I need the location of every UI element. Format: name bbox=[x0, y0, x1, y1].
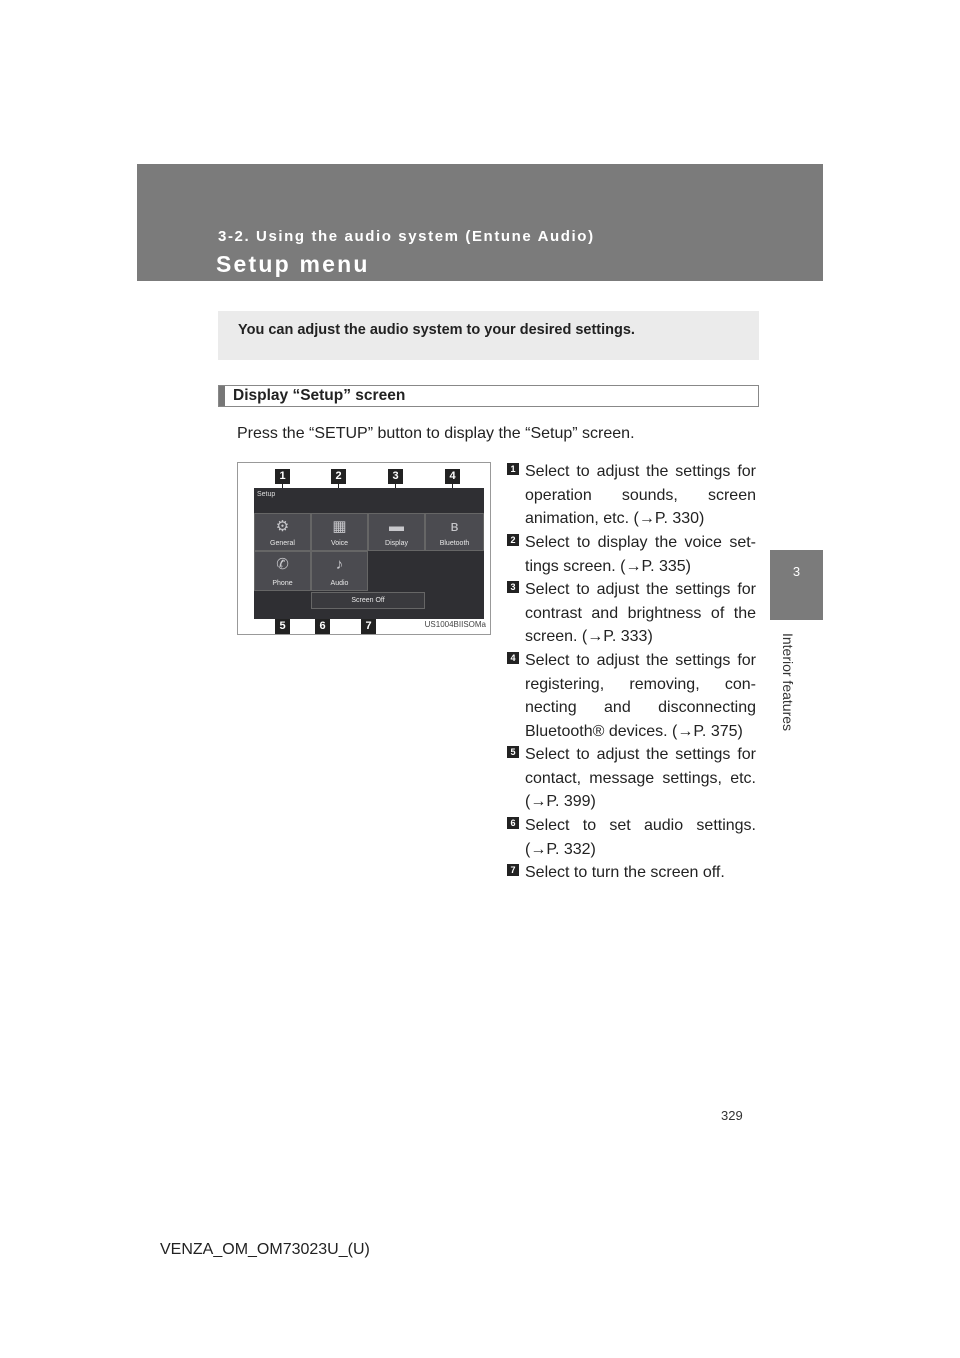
bluetooth-tile bbox=[425, 513, 484, 551]
section-label: 3-2. Using the audio system (Entune Audio) bbox=[218, 228, 595, 245]
step-heading-box bbox=[218, 385, 759, 407]
item-number: 1 bbox=[507, 463, 519, 475]
tile-label: Screen Off bbox=[351, 597, 385, 604]
screen-title: Setup bbox=[257, 491, 276, 498]
intro-text: You can adjust the audio system to your desired settings. bbox=[238, 322, 635, 338]
callout-badge: 5 bbox=[275, 619, 290, 634]
intro-box bbox=[218, 311, 759, 360]
document-code: VENZA_OM_OM73023U_(U) bbox=[160, 1241, 370, 1258]
phone-icon: ✆ bbox=[276, 556, 289, 573]
callout-badge: 7 bbox=[361, 619, 376, 634]
item-number: 5 bbox=[507, 746, 519, 758]
voice-icon: ▦ bbox=[332, 518, 347, 535]
callout-badge: 4 bbox=[445, 469, 460, 484]
figure-code: US1004BIISOMa bbox=[424, 620, 486, 629]
step-heading-bar bbox=[219, 386, 225, 406]
callout-badge: 2 bbox=[331, 469, 346, 484]
tile-label: Bluetooth bbox=[439, 540, 470, 547]
chapter-number: 3 bbox=[792, 564, 801, 579]
bluetooth-icon: ʙ bbox=[450, 518, 459, 535]
callout-badge: 1 bbox=[275, 469, 290, 484]
page-header bbox=[137, 164, 823, 281]
item-number: 2 bbox=[507, 534, 519, 546]
tile-label: Phone bbox=[272, 580, 293, 587]
display-tile bbox=[368, 513, 425, 551]
setup-screen-figure bbox=[237, 462, 491, 635]
music-note-icon: ♪ bbox=[335, 556, 344, 573]
chapter-label-container bbox=[779, 628, 797, 736]
item-text: Select to set audio settings. (→P. 332) bbox=[525, 817, 756, 858]
item-text: Select to adjust the settings for contact, message settings, etc. (→P. 399) bbox=[525, 746, 756, 810]
page-title: Setup menu bbox=[216, 251, 370, 277]
callout-badge: 3 bbox=[388, 469, 403, 484]
page-number: 329 bbox=[721, 1108, 743, 1123]
item-number: 3 bbox=[507, 581, 519, 593]
tile-label: Voice bbox=[330, 540, 349, 547]
voice-tile bbox=[311, 513, 368, 551]
item-number: 7 bbox=[507, 864, 519, 876]
item-text: Select to turn the screen off. bbox=[525, 864, 725, 881]
chapter-label: Interior features bbox=[780, 632, 796, 732]
chapter-tab bbox=[770, 550, 823, 620]
tile-label: General bbox=[270, 540, 295, 547]
audio-tile bbox=[311, 551, 368, 591]
general-tile bbox=[254, 513, 311, 551]
item-text: Select to adjust the settings for operation sounds, screen animation, etc. (→P. 330) bbox=[525, 463, 756, 527]
item-text: Select to display the voice set-tings screen. (→P. 335) bbox=[525, 534, 756, 575]
callout-badge: 6 bbox=[315, 619, 330, 634]
instruction-text: Press the “SETUP” button to display the “Setup” screen. bbox=[237, 425, 635, 442]
display-icon: ▬ bbox=[389, 518, 404, 535]
gear-icon: ⚙ bbox=[275, 518, 290, 535]
item-text: Select to adjust the settings for contrast and brightness of the screen. (→P. 333) bbox=[525, 581, 756, 645]
phone-tile bbox=[254, 551, 311, 591]
tile-label: Audio bbox=[330, 580, 349, 587]
item-number: 4 bbox=[507, 652, 519, 664]
screen-off-tile bbox=[311, 592, 425, 609]
item-text: Select to adjust the settings for registering, removing, con-necting and disconnecting Bluetooth® devices. (→P. 375) bbox=[525, 652, 756, 740]
step-heading: Display “Setup” screen bbox=[233, 387, 406, 404]
setup-screen bbox=[254, 488, 484, 619]
tile-label: Display bbox=[385, 540, 408, 547]
item-number: 6 bbox=[507, 817, 519, 829]
